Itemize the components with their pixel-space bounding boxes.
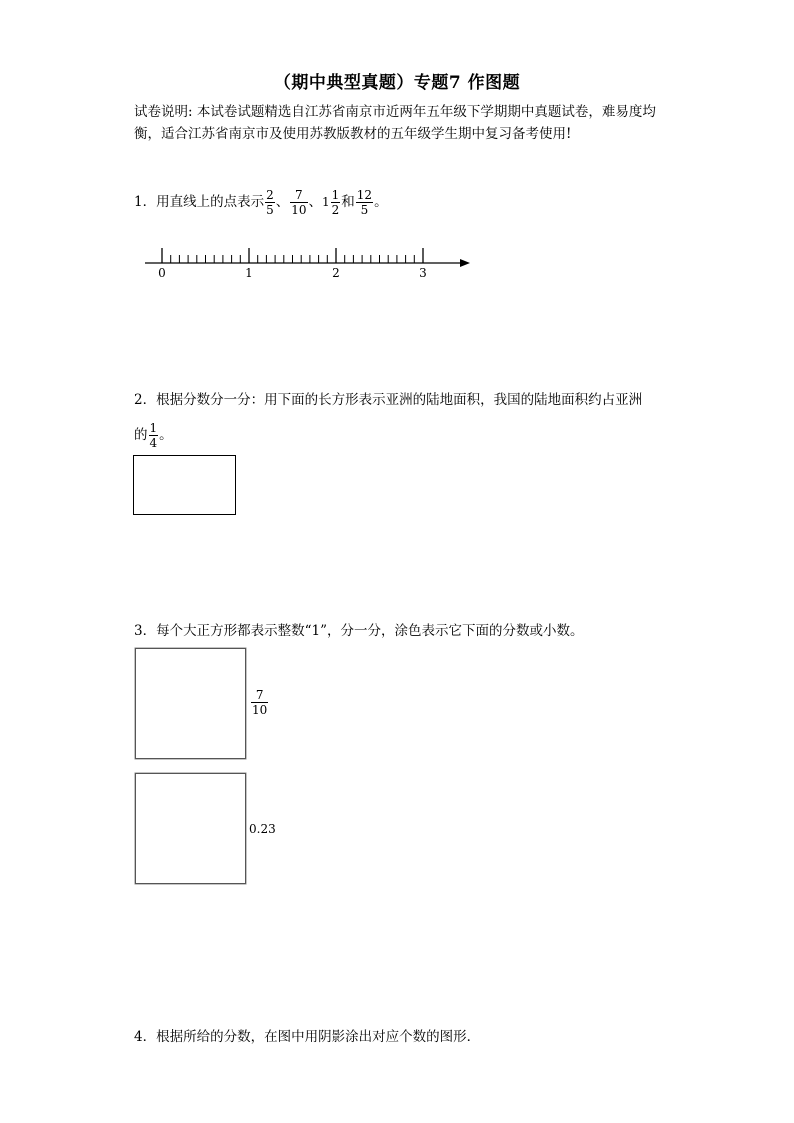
tick-label: 0 <box>158 266 166 280</box>
fraction-denominator: 4 <box>149 436 158 450</box>
fraction-numerator: 7 <box>295 188 303 202</box>
fraction-numerator: 7 <box>255 688 264 702</box>
square-for-fraction[interactable] <box>135 648 246 759</box>
asia-area-rectangle[interactable] <box>133 455 236 515</box>
fraction-denominator: 10 <box>252 703 268 717</box>
fraction-7-10 <box>290 188 307 217</box>
exam-instructions: 试卷说明: 本试卷试题精选自江苏省南京市近两年五年级下学期期中真题试卷，难易度均衡，适合江苏省南京市及使用苏教版教材的五年级学生期中复习备考使用! <box>134 104 656 142</box>
conjunction: 和 <box>341 194 355 210</box>
question-3: 3．每个大正方形都表示整数“1”，分一分，涂色表示它下面的分数或小数。 <box>134 623 584 639</box>
fraction-denominator: 5 <box>266 203 274 217</box>
label-fraction-7-10 <box>250 688 269 717</box>
fraction-numerator: 2 <box>266 188 274 202</box>
tick-label: 2 <box>332 266 340 280</box>
question-2-line-2 <box>134 421 173 450</box>
number-line <box>140 236 480 284</box>
fraction-2-5 <box>265 188 275 217</box>
question-4: 4．根据所给的分数，在图中用阴影涂出对应个数的图形． <box>134 1029 481 1045</box>
period: 。 <box>159 427 173 443</box>
fraction-numerator: 1 <box>331 188 340 202</box>
fraction-denominator: 5 <box>356 202 373 217</box>
question-2-prefix: 的 <box>134 427 148 443</box>
fraction-1-4 <box>149 421 159 450</box>
fraction-1-2 <box>331 188 341 217</box>
fraction-numerator: 1 <box>149 421 158 435</box>
period: 。 <box>374 194 388 210</box>
fraction-12-5 <box>356 188 373 217</box>
separator: 、 <box>308 194 323 210</box>
question-2-line-1: 2．根据分数分一分：用下面的长方形表示亚洲的陆地面积，我国的陆地面积约占亚洲 <box>134 392 643 408</box>
question-1 <box>134 188 388 217</box>
fraction-7-10 <box>251 688 268 717</box>
arrow-icon <box>460 259 470 267</box>
square-for-decimal[interactable] <box>135 773 246 884</box>
tick-label: 3 <box>419 266 427 280</box>
fraction-numerator: 12 <box>356 188 373 202</box>
label-decimal: 0.23 <box>249 822 276 836</box>
separator: 、 <box>275 194 290 210</box>
mixed-number-whole: 1 <box>322 195 330 209</box>
tick-label: 1 <box>245 266 253 280</box>
page-title: （期中典型真题）专题7 作图题 <box>273 73 521 93</box>
question-1-prefix: 1．用直线上的点表示 <box>134 194 265 210</box>
fraction-denominator: 2 <box>331 203 340 217</box>
fraction-denominator: 10 <box>291 203 307 217</box>
number-line-graphic <box>145 248 470 280</box>
